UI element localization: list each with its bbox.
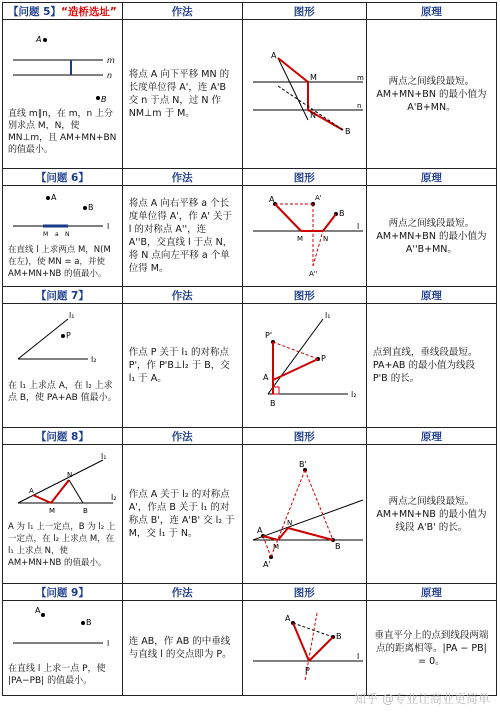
method-text: 连 AB，作 AB 的中垂线与直线 l 的交点即为 P。 — [122, 601, 242, 696]
content-row-7 — [3, 304, 497, 428]
svg-text:A: A — [51, 193, 57, 202]
content-row-9 — [3, 601, 497, 696]
svg-text:l: l — [356, 652, 359, 661]
svg-text:B: B — [83, 507, 88, 515]
principle-header: 原理 — [366, 169, 496, 186]
condition-figure — [3, 304, 123, 427]
svg-text:N: N — [309, 111, 316, 120]
condition-text: 在直线 l 上求一点 P，使 |PA−PB| 的值最小。 — [8, 664, 106, 686]
principle-text: 垂直平分上的点到线段两端点的距离相等。|PA − PB| = 0。 — [366, 601, 496, 696]
watermark: 知乎 @专业让商业更简单 — [354, 692, 490, 706]
condition-text: 直线 m∥n，在 m，n 上分别求点 M，N，使 MN⊥m，且 AM+MN+BN 的值最小。 — [8, 109, 117, 155]
svg-text:n: n — [107, 71, 113, 80]
svg-text:M: M — [43, 231, 49, 238]
svg-text:l₁: l₁ — [101, 452, 107, 461]
svg-text:B: B — [334, 542, 341, 551]
figure-diagram — [243, 20, 368, 168]
svg-text:A': A' — [314, 194, 322, 202]
problem-subtitle: “造桥选址” — [60, 5, 117, 18]
svg-text:l: l — [107, 639, 110, 648]
figure-diagram — [243, 304, 368, 427]
svg-text:M: M — [49, 507, 56, 515]
svg-text:B: B — [335, 632, 342, 641]
content-row-5 — [3, 20, 497, 169]
figure-cell — [242, 601, 366, 696]
figure-header: 图形 — [242, 584, 366, 601]
method-text: 将点 A 向右平移 a 个长度单位得 A'，作 A' 关于 l 的对称点 A''，连 A''B，交直线 l 于点 N，将 N 点向左平移 a 个单位得 M。 — [122, 186, 242, 287]
svg-text:n: n — [356, 102, 362, 110]
svg-text:P': P' — [264, 331, 272, 340]
method-header: 作法 — [122, 169, 242, 186]
svg-text:N: N — [65, 231, 70, 238]
principle-text: 两点之间线段最短。AM+MN+BN 的最小值为 A'B+MN。 — [366, 20, 496, 169]
problem-title: 【问题 6】 — [3, 169, 123, 186]
svg-text:B: B — [338, 209, 345, 218]
principle-text: 两点之间线段最短。AM+MN+NB 的最小值为线段 A'B' 的长。 — [366, 445, 496, 584]
figure-diagram — [243, 445, 368, 583]
svg-text:B: B — [101, 95, 107, 104]
header-row-9 — [3, 584, 497, 601]
svg-text:l₁: l₁ — [324, 311, 331, 320]
svg-text:B': B' — [298, 460, 307, 469]
header-row-5 — [3, 3, 497, 20]
content-row-8 — [3, 445, 497, 584]
method-header: 作法 — [122, 3, 242, 20]
svg-text:B: B — [88, 203, 94, 212]
svg-text:P: P — [304, 666, 310, 675]
condition-cell — [3, 20, 123, 169]
svg-text:N: N — [67, 471, 73, 479]
svg-text:A: A — [256, 526, 263, 535]
principle-header: 原理 — [366, 3, 496, 20]
svg-text:A: A — [284, 614, 291, 623]
figure-header: 图形 — [242, 428, 366, 445]
method-header: 作法 — [122, 287, 242, 304]
method-text: 作点 A 关于 l₂ 的对称点 A'，作点 B 关于 l₁ 的对称点 B'，连 A'B' 交 l₂ 于 M，交 l₁ 于 N。 — [122, 445, 242, 584]
figure-header: 图形 — [242, 169, 366, 186]
problem-title: 【问题 7】 — [3, 287, 123, 304]
problem-title: 【问题 9】 — [3, 584, 123, 601]
problem-title: 【问题 8】 — [3, 428, 123, 445]
problem-title: 【问题 5】 — [7, 5, 61, 18]
header-row-8 — [3, 428, 497, 445]
svg-text:N: N — [286, 519, 292, 527]
figure-diagram — [243, 186, 368, 286]
svg-text:A: A — [29, 487, 34, 495]
figure-header: 图形 — [242, 3, 366, 20]
condition-cell — [3, 601, 123, 696]
method-text: 作点 P 关于 l₁ 的对称点 P'，作 P'B⊥l₂ 于 B，交 l₁ 于 A。 — [122, 304, 242, 428]
svg-text:A: A — [262, 373, 269, 382]
svg-text:A: A — [35, 606, 41, 615]
condition-text: 在直线 l 上求两点 M，N(M 在左)，使 MN = a，并使 AM+MN+NB 的值最小。 — [8, 245, 111, 279]
method-header: 作法 — [122, 584, 242, 601]
svg-text:A: A — [270, 51, 277, 60]
principle-text: 两点之间线段最短。AM+MN+BN 的最小值为 A''B+MN。 — [366, 186, 496, 287]
svg-text:A'': A'' — [308, 270, 318, 278]
principle-text: 点到直线，垂线段最短。PA+AB 的最小值为线段 P'B 的长。 — [366, 304, 496, 428]
header-row-7 — [3, 287, 497, 304]
svg-text:l₂: l₂ — [91, 355, 97, 364]
condition-cell — [3, 445, 123, 584]
svg-text:M: M — [272, 543, 279, 551]
svg-text:M: M — [296, 235, 303, 243]
content-row-6 — [3, 186, 497, 287]
figure-cell — [242, 186, 366, 287]
figure-cell — [242, 445, 366, 584]
svg-text:A: A — [36, 35, 42, 44]
svg-text:B: B — [269, 399, 276, 408]
svg-text:a: a — [55, 231, 59, 238]
condition-text: 在 l₁ 上求点 A，在 l₂ 上求点 B，使 PA+AB 值最小。 — [8, 381, 117, 403]
header-row-6 — [3, 169, 497, 186]
principle-header: 原理 — [366, 584, 496, 601]
svg-text:P: P — [66, 331, 71, 340]
svg-text:A: A — [268, 195, 275, 204]
condition-cell — [3, 304, 123, 428]
principle-header: 原理 — [366, 428, 496, 445]
condition-text: A 为 l₁ 上一定点，B 为 l₂ 上一定点，在 l₂ 上求点 M，在 l₁ 上求点 N，使 AM+MN+NB 的值最小。 — [8, 522, 116, 568]
svg-text:l: l — [356, 222, 359, 231]
principle-header: 原理 — [366, 287, 496, 304]
svg-text:l₁: l₁ — [69, 311, 75, 320]
svg-text:l: l — [107, 222, 110, 231]
figure-diagram — [243, 601, 368, 695]
figure-cell — [242, 20, 366, 169]
condition-cell — [3, 186, 123, 287]
geometry-table — [2, 2, 497, 696]
svg-text:l₂: l₂ — [111, 493, 117, 502]
figure-cell — [242, 304, 366, 428]
svg-text:M: M — [309, 73, 317, 82]
svg-text:N: N — [322, 235, 328, 243]
problem-title-cell — [3, 3, 123, 20]
svg-text:B: B — [344, 127, 351, 136]
svg-text:A': A' — [262, 560, 271, 569]
figure-header: 图形 — [242, 287, 366, 304]
svg-text:P: P — [320, 354, 326, 363]
method-header: 作法 — [122, 428, 242, 445]
svg-text:l₂: l₂ — [350, 390, 357, 399]
svg-text:B: B — [86, 618, 92, 627]
svg-text:m: m — [356, 74, 364, 82]
method-text: 将点 A 向下平移 MN 的长度单位得 A'，连 A'B 交 n 于点 N，过 N 作 NM⊥m 于 M。 — [122, 20, 242, 169]
svg-text:m: m — [107, 56, 115, 65]
